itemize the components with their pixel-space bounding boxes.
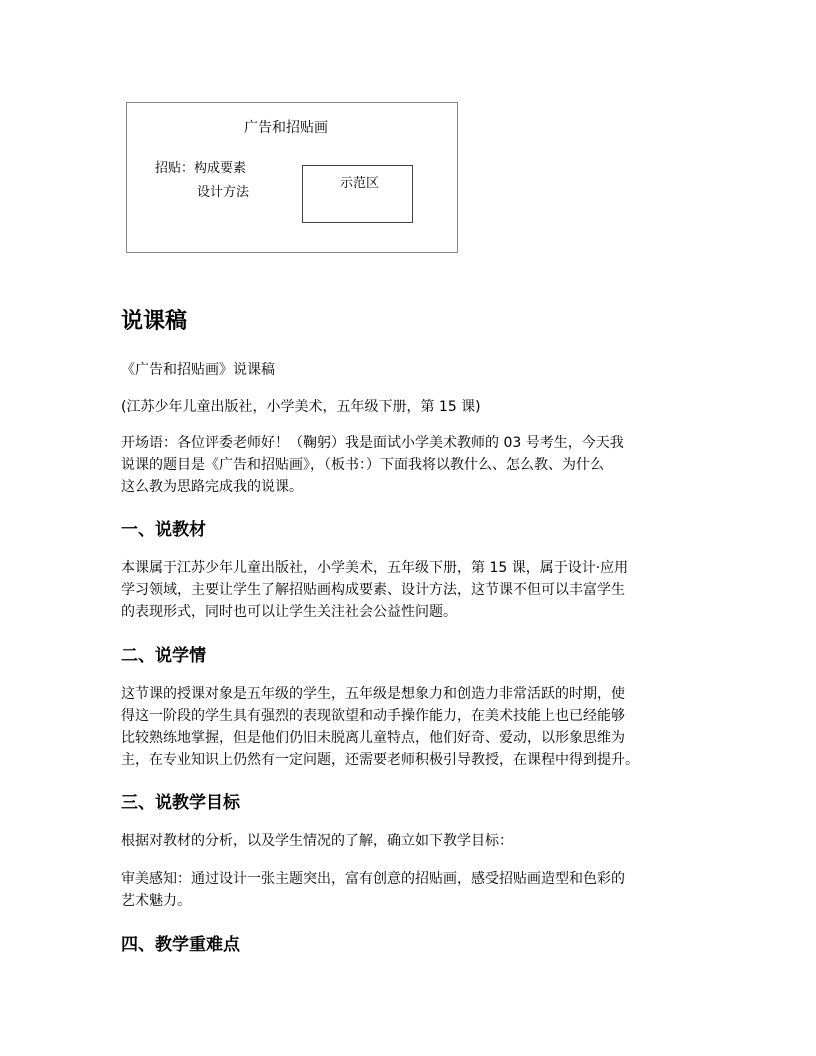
demo-area-box — [302, 165, 413, 223]
section-heading-key-points: 四、教学重难点 — [121, 935, 240, 955]
demo-area-label: 示范区 — [340, 176, 380, 191]
textbook-line-1: 本课属于江苏少年儿童出版社，小学美术，五年级下册，第 15 课，属于设计·应用 — [121, 560, 629, 576]
board-title: 广告和招贴画 — [244, 120, 328, 136]
intro-line-1: 开场语：各位评委老师好！（鞠躬）我是面试小学美术教师的 03 号考生，今天我 — [121, 435, 624, 451]
board-line-elements: 招贴：构成要素 — [155, 161, 247, 176]
section-heading-students: 二、说学情 — [121, 646, 206, 666]
section-heading-textbook: 一、说教材 — [121, 520, 206, 540]
blackboard-sketch — [126, 102, 458, 253]
board-line-method: 设计方法 — [197, 185, 250, 200]
doc-subtitle: 《广告和招贴画》说课稿 — [121, 362, 275, 378]
textbook-line-2: 学习领域，主要让学生了解招贴画构成要素、设计方法，这节课不但可以丰富学生 — [121, 582, 625, 598]
intro-line-3: 这么教为思路完成我的说课。 — [121, 479, 303, 495]
students-line-2: 得这一阶段的学生具有强烈的表现欲望和动手操作能力，在美术技能上也已经能够 — [121, 708, 625, 724]
page-title: 说课稿 — [121, 309, 188, 334]
goal-aesthetic-line-2: 艺术魅力。 — [121, 893, 191, 909]
students-line-3: 比较熟练地掌握，但是他们仍旧未脱离儿童特点，他们好奇、爱动，以形象思维为 — [121, 730, 625, 746]
students-line-4: 主，在专业知识上仍然有一定问题，还需要老师积极引导教授，在课程中得到提升。 — [121, 752, 639, 768]
goals-intro: 根据对教材的分析，以及学生情况的了解，确立如下教学目标： — [121, 833, 513, 849]
intro-line-2: 说课的题目是《广告和招贴画》，（板书：）下面我将以教什么、怎么教、为什么 — [121, 457, 604, 473]
textbook-line-3: 的表现形式，同时也可以让学生关注社会公益性问题。 — [121, 604, 457, 620]
students-line-1: 这节课的授课对象是五年级的学生，五年级是想象力和创造力非常活跃的时期，使 — [121, 686, 625, 702]
goal-aesthetic-line-1: 审美感知：通过设计一张主题突出，富有创意的招贴画，感受招贴画造型和色彩的 — [121, 871, 625, 887]
section-heading-goals: 三、说教学目标 — [121, 793, 240, 813]
doc-source: (江苏少年儿童出版社，小学美术，五年级下册，第 15 课) — [121, 399, 481, 415]
